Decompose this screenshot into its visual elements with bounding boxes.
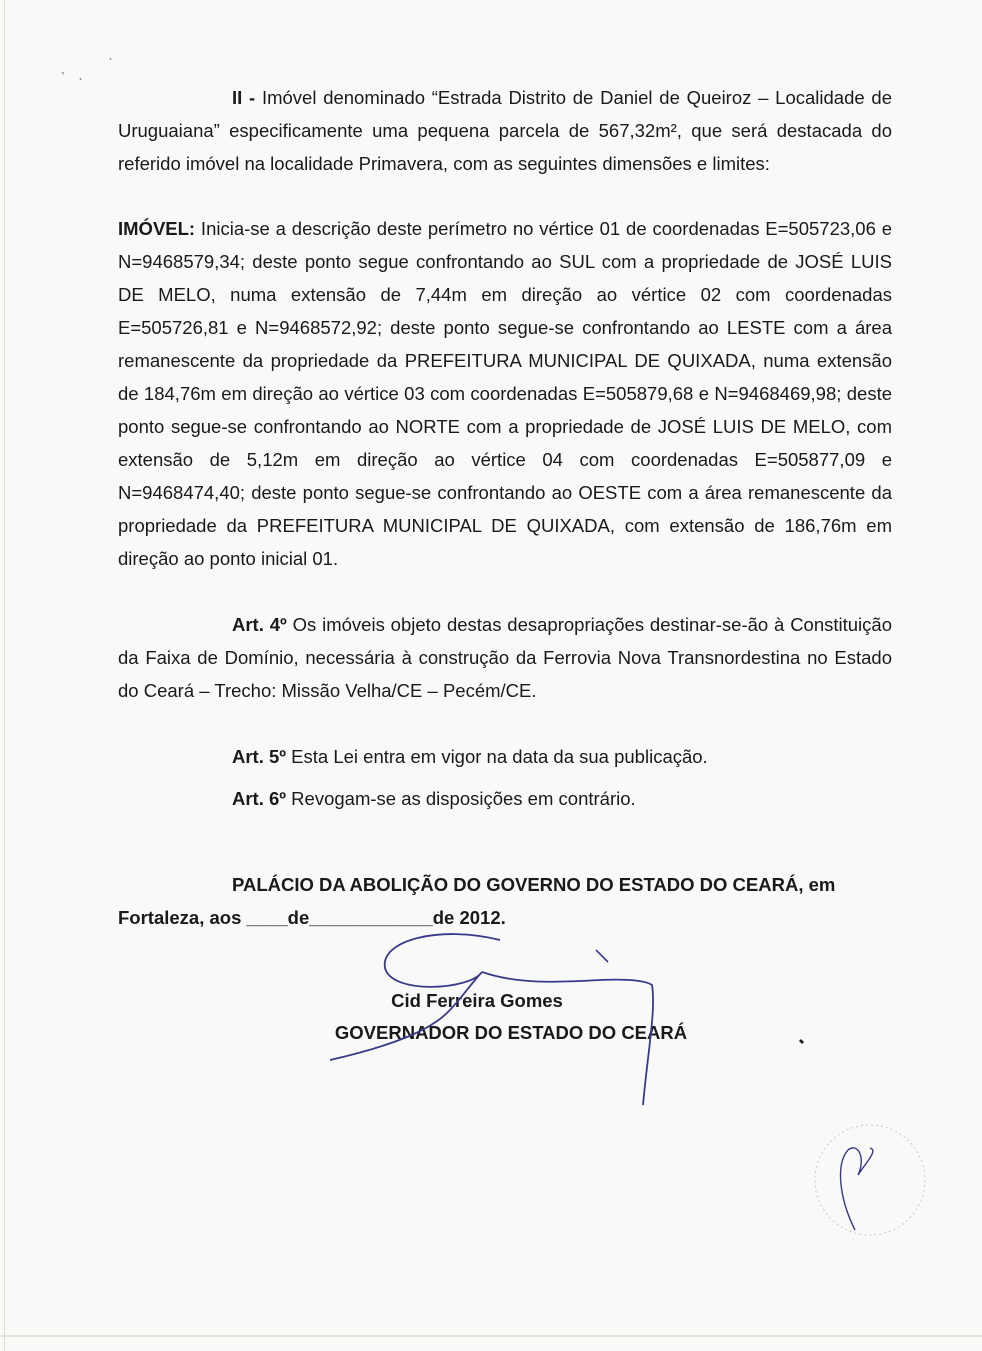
closing-line-1: PALÁCIO DA ABOLIÇÃO DO GOVERNO DO ESTADO DO CEARÁ, em <box>232 874 836 895</box>
para-ii-lead: II - <box>232 87 256 108</box>
art5-label: Art. 5º <box>232 746 287 767</box>
art5-text: Esta Lei entra em vigor na data da sua publicação. <box>286 746 708 767</box>
signature-title: GOVERNADOR DO ESTADO DO CEARÁ <box>334 1022 688 1043</box>
art6-text: Revogam-se as disposições em contrário. <box>286 788 636 809</box>
signature-name: Cid Ferreira Gomes <box>391 990 563 1011</box>
imovel-text: Inicia-se a descrição deste perímetro no vértice 01 de coordenadas E=505723,06 e N=9468579,34; deste ponto segue confrontando ao SUL com a propriedade de JOSÉ LUIS DE MELO, numa extensão de 7,44m em direção ao vértice 02 com coordenadas E=505726,81 e N=9468572,92; deste ponto segue-se confrontando ao LESTE com a área remanescente da propriedade da PREFEITURA MUNICIPAL DE QUIXADA, numa extensão de 184,76m em direção ao vértice 03 com coordenadas E=505879,68 e N=9468469,98; deste ponto segue-se confrontando ao NORTE com a propriedade de JOSÉ LUIS DE MELO, com extensão de 5,12m em direção ao vértice 04 com coordenadas E=505877,09 e N=9468474,40; deste ponto segue-se confrontando ao OESTE com a área remanescente da propriedade da PREFEITURA MUNICIPAL DE QUIXADA, com extensão de 186,76m em direção ao ponto inicial 01. <box>118 218 892 569</box>
art6-label: Art. 6º <box>232 788 287 809</box>
art4-label: Art. 4º <box>232 614 287 635</box>
imovel-label: IMÓVEL: <box>118 218 196 239</box>
para-ii-text: Imóvel denominado “Estrada Distrito de Daniel de Queiroz – Localidade de Uruguaiana” especificamente uma pequena parcela de 567,32m², que será destacada do referido imóvel na localidade Primavera, com as seguintes dimensões e limites: <box>118 87 892 174</box>
art4-text: Os imóveis objeto destas desapropriações destinar-se-ão à Constituição da Faixa de Domínio, necessária à construção da Ferrovia Nova Transnordestina no Estado do Ceará – Trecho: Missão Velha/CE – Pecém/CE. <box>118 614 892 701</box>
closing-line-2: Fortaleza, aos ____de____________de 2012. <box>118 907 506 928</box>
